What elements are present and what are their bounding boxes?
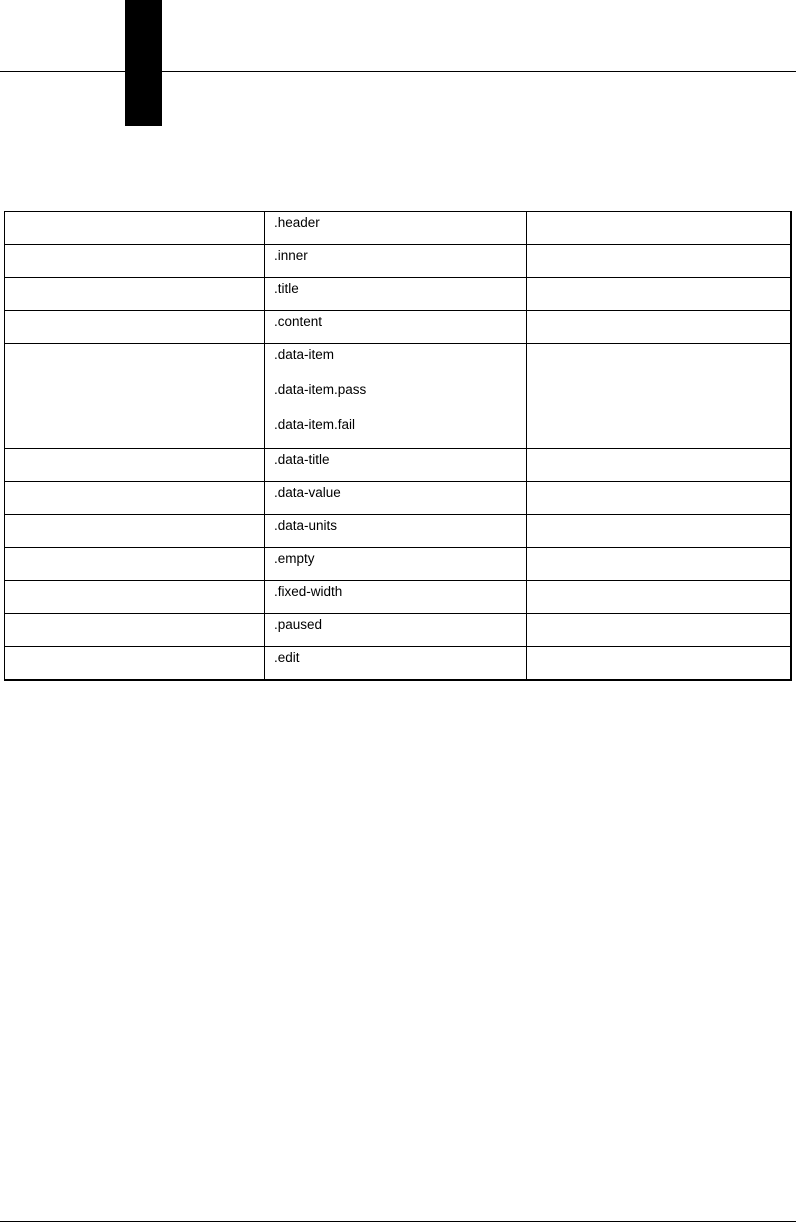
table-cell-empty — [5, 245, 265, 278]
table-cell-class — [265, 344, 527, 449]
table-row — [5, 614, 791, 647]
table-cell-class — [265, 647, 527, 680]
table-cell-empty — [527, 311, 791, 344]
table-cell-empty — [527, 278, 791, 311]
class-name: .content — [274, 314, 323, 329]
table-row — [5, 212, 791, 245]
table-cell-empty — [5, 581, 265, 614]
table-row — [5, 311, 791, 344]
table-cell-class — [265, 449, 527, 482]
table-cell-empty — [5, 548, 265, 581]
table-cell-empty — [5, 278, 265, 311]
table-cell-class — [265, 614, 527, 647]
class-name: .title — [274, 281, 299, 296]
table-cell-empty — [527, 449, 791, 482]
table-row — [5, 647, 791, 680]
table-cell-empty — [527, 647, 791, 680]
class-name: .data-item — [274, 347, 335, 362]
table-cell-empty — [5, 482, 265, 515]
header-rule — [0, 71, 796, 72]
table-cell-empty — [5, 614, 265, 647]
class-name: .data-title — [274, 452, 330, 467]
table-cell-empty — [527, 344, 791, 449]
table-cell-empty — [527, 212, 791, 245]
footer-rule — [0, 1221, 796, 1222]
table-cell-empty — [527, 482, 791, 515]
table-cell-empty — [5, 515, 265, 548]
class-name: .data-item.pass — [274, 382, 367, 397]
table-cell-empty — [5, 344, 265, 449]
table-cell-empty — [5, 449, 265, 482]
css-class-table — [4, 211, 792, 681]
table-row — [5, 482, 791, 515]
table-row — [5, 548, 791, 581]
table-cell-empty — [527, 581, 791, 614]
table-row — [5, 449, 791, 482]
class-name: .paused — [274, 617, 323, 632]
chapter-tab-marker — [125, 0, 162, 126]
table-cell-class — [265, 581, 527, 614]
table-row — [5, 581, 791, 614]
class-name: .fixed-width — [274, 584, 343, 599]
class-name: .data-value — [274, 485, 341, 500]
table-cell-empty — [527, 548, 791, 581]
class-name: .inner — [274, 248, 308, 263]
class-name: .data-units — [274, 518, 338, 533]
table-cell-class — [265, 212, 527, 245]
table-cell-empty — [527, 515, 791, 548]
table-row — [5, 245, 791, 278]
table-cell-class — [265, 548, 527, 581]
table-cell-empty — [527, 245, 791, 278]
class-name: .header — [274, 215, 320, 230]
table-row — [5, 344, 791, 449]
table-cell-empty — [5, 311, 265, 344]
class-name: .data-item.fail — [274, 417, 356, 432]
table-cell-class — [265, 482, 527, 515]
table-cell-empty — [5, 647, 265, 680]
table-row — [5, 515, 791, 548]
table-row — [5, 278, 791, 311]
class-name: .edit — [274, 650, 300, 665]
table-cell-class — [265, 311, 527, 344]
table-cell-empty — [527, 614, 791, 647]
table-cell-class — [265, 245, 527, 278]
table-cell-class — [265, 278, 527, 311]
table-cell-empty — [5, 212, 265, 245]
class-name: .empty — [274, 551, 315, 566]
table-cell-class — [265, 515, 527, 548]
